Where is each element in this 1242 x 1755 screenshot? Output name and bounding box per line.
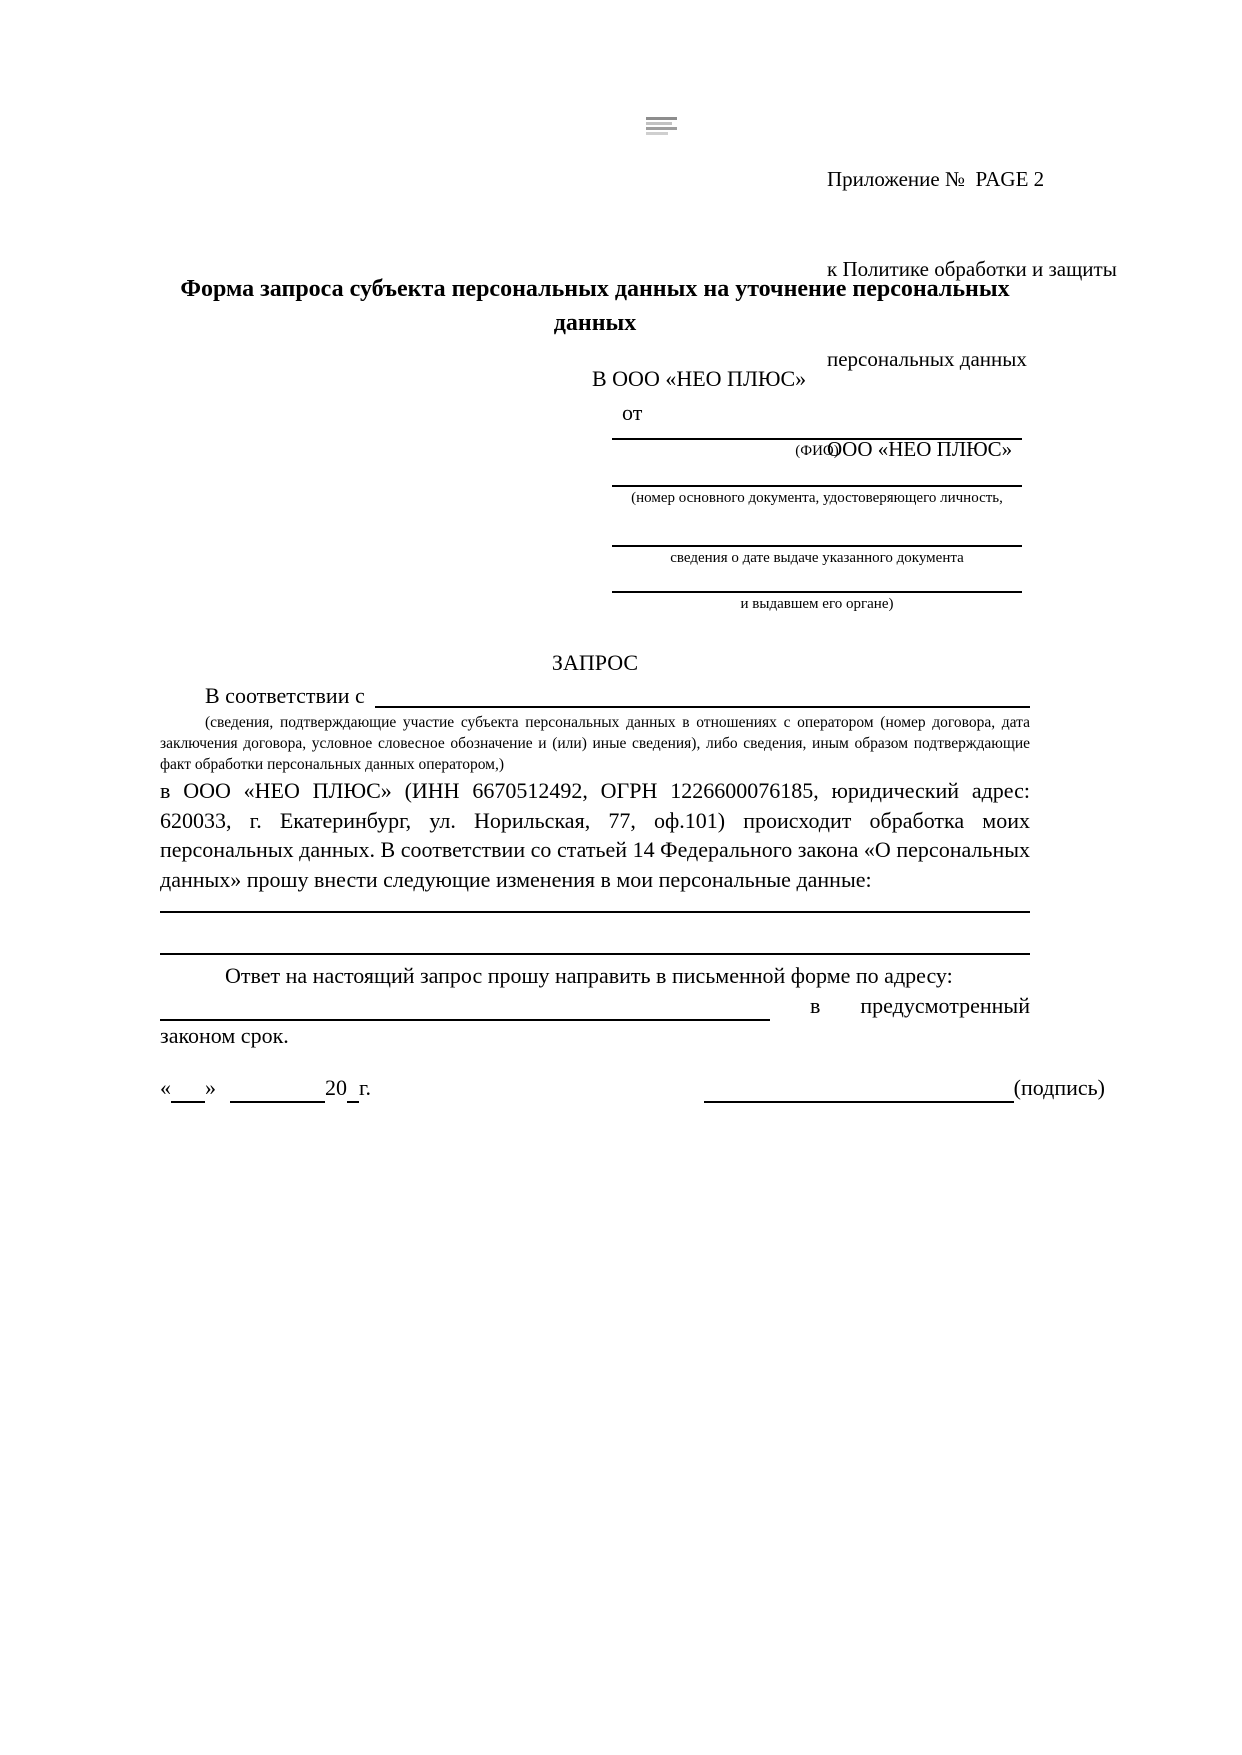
appendix-header-line: к Политике обработки и защиты [827,257,1117,281]
basis-blank-field [375,684,1030,708]
signature-caption: (подпись) [1013,1075,1105,1100]
appendix-header-line: Приложение № PAGE 2 [827,167,1045,191]
response-address-line [160,991,1030,1021]
fio-field-line [612,438,1022,460]
document-number-field-line [612,485,1022,507]
issuer-caption: и выдавшем его органе) [740,596,894,612]
date-month-blank [230,1077,325,1103]
issue-date-caption: сведения о дате выдаче указанного документа [670,550,964,566]
response-lead: Ответ на настоящий запрос прошу направить в письменной форме по адресу: [225,963,953,988]
request-body-paragraph: в ООО «НЕО ПЛЮС» (ИНН 6670512492, ОГРН 1226600076185, юридический адрес: 620033, г. Екатеринбург, ул. Норильская, 77, оф.101) происходит обработка моих персональных данных. В соответствии со статьей 14 Федерального закона «О персональных данных» прошу внести следующие изменения в мои персональные данные: [160,778,1030,892]
response-word-in: в [810,993,821,1018]
basis-lead-text: В соответствии с [205,683,365,708]
appendix-header-line: персональных данных [827,347,1027,371]
response-end: законом срок. [160,1022,289,1048]
signature-group [704,1073,1105,1103]
appendix-header-line: ООО «НЕО ПЛЮС» [827,437,1013,461]
issuer-field-line [612,591,1022,613]
date-quote-open: « [160,1075,171,1100]
response-paragraph [160,961,1030,1050]
basis-line [160,684,1030,708]
changes-blank-line-2 [160,953,1030,955]
date-year-suffix: г. [359,1075,372,1100]
addressee-block [592,362,806,430]
form-title: Форма запроса субъекта персональных данных на уточнение персональных данных [180,276,1010,336]
signature-blank-field [704,1077,1014,1103]
document-number-caption: (номер основного документа, удостоверяющего личность, [631,490,1003,506]
fio-caption: (ФИО) [795,443,839,459]
basis-footnote: (сведения, подтверждающие участие субъекта персональных данных в отношениях с оператором (номер договора, дата заключения договора, условное словесное обозначение и (или) иные сведения), либо сведения, иным образом подтверждающие факт обработки персональных данных оператором,) [160,714,1030,773]
request-heading: ЗАПРОС [551,650,639,675]
date-year-blank [347,1077,359,1103]
date-group [160,1073,371,1103]
date-year-prefix: 20 [325,1075,347,1100]
addressee-to: В ООО «НЕО ПЛЮС» [592,366,807,391]
response-word-term: предусмотренный [860,993,1030,1018]
date-quote-close: » [205,1075,216,1100]
date-signature-row [160,1073,1105,1103]
date-day-blank [171,1077,205,1103]
issue-date-field-line [612,545,1022,567]
addressee-from-label: от [622,400,643,425]
blurred-field-marker-icon [646,117,677,141]
address-blank-field [160,993,770,1021]
changes-blank-line-1 [160,911,1030,913]
